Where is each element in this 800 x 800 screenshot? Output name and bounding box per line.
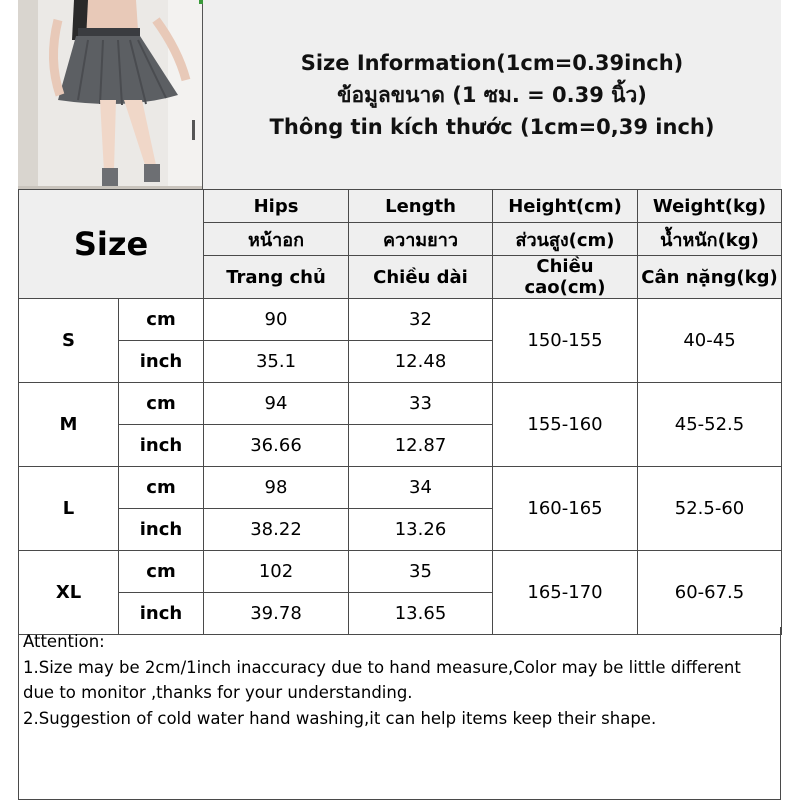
hips-header-vietnamese: Trang chủ: [204, 256, 349, 299]
hips-inch-value: 35.1: [204, 341, 349, 383]
hips-header-thai: หน้าอก: [204, 223, 349, 256]
size-label: M: [19, 383, 119, 467]
title-vietnamese: Thông tin kích thước (1cm=0,39 inch): [269, 114, 715, 139]
length-header: Length: [349, 190, 493, 223]
weight-value: 52.5-60: [638, 467, 782, 551]
height-header-thai: ส่วนสูง(cm): [493, 223, 638, 256]
table-row: [19, 383, 782, 425]
hips-inch-value: 39.78: [204, 593, 349, 635]
table-row: [19, 551, 782, 593]
product-photo-illustration: [18, 0, 202, 189]
weight-header-vietnamese: Cân nặng(kg): [638, 256, 782, 299]
length-cm-value: 33: [349, 383, 493, 425]
attention-item-2: 2.Suggestion of cold water hand washing,it can help items keep their shape.: [23, 708, 657, 728]
title-english: Size Information(1cm=0.39inch): [300, 50, 684, 75]
length-inch-value: 12.48: [349, 341, 493, 383]
unit-cm: cm: [119, 383, 204, 425]
weight-value: 45-52.5: [638, 383, 782, 467]
hips-inch-value: 38.22: [204, 509, 349, 551]
length-cm-value: 35: [349, 551, 493, 593]
hips-cm-value: 90: [204, 299, 349, 341]
table-row: [19, 467, 782, 509]
table-row: [19, 299, 782, 341]
title-thai: ข้อมูลขนาด (1 ซม. = 0.39 นิ้ว): [337, 82, 647, 107]
size-label: XL: [19, 551, 119, 635]
size-info-title: [203, 0, 781, 189]
height-value: 165-170: [493, 551, 638, 635]
weight-value: 40-45: [638, 299, 782, 383]
height-value: 150-155: [493, 299, 638, 383]
hips-inch-value: 36.66: [204, 425, 349, 467]
unit-inch: inch: [119, 341, 204, 383]
unit-cm: cm: [119, 467, 204, 509]
weight-value: 60-67.5: [638, 551, 782, 635]
hips-cm-value: 94: [204, 383, 349, 425]
length-inch-value: 13.65: [349, 593, 493, 635]
attention-heading: Attention:: [23, 632, 105, 651]
hips-header: Hips: [204, 190, 349, 223]
length-inch-value: 13.26: [349, 509, 493, 551]
height-header: Height(cm): [493, 190, 638, 223]
length-inch-value: 12.87: [349, 425, 493, 467]
size-label: L: [19, 467, 119, 551]
length-cm-value: 32: [349, 299, 493, 341]
unit-inch: inch: [119, 509, 204, 551]
unit-inch: inch: [119, 425, 204, 467]
height-value: 160-165: [493, 467, 638, 551]
length-header-vietnamese: Chiều dài: [349, 256, 493, 299]
size-label: S: [19, 299, 119, 383]
product-photo: [18, 0, 203, 189]
height-value: 155-160: [493, 383, 638, 467]
header-row-english: [19, 190, 782, 223]
size-column-header: Size: [19, 190, 204, 299]
hips-cm-value: 98: [204, 467, 349, 509]
weight-header-thai: น้ำหนัก(kg): [638, 223, 782, 256]
hips-cm-value: 102: [204, 551, 349, 593]
size-table: [18, 189, 782, 635]
attention-item-1: 1.Size may be 2cm/1inch inaccuracy due to hand measure,Color may be little different due to monitor ,thanks for your understanding.: [23, 657, 747, 702]
attention-notes: [18, 627, 781, 800]
unit-cm: cm: [119, 551, 204, 593]
unit-cm: cm: [119, 299, 204, 341]
length-cm-value: 34: [349, 467, 493, 509]
weight-header: Weight(kg): [638, 190, 782, 223]
height-header-vietnamese: Chiều cao(cm): [493, 256, 638, 299]
unit-inch: inch: [119, 593, 204, 635]
length-header-thai: ความยาว: [349, 223, 493, 256]
